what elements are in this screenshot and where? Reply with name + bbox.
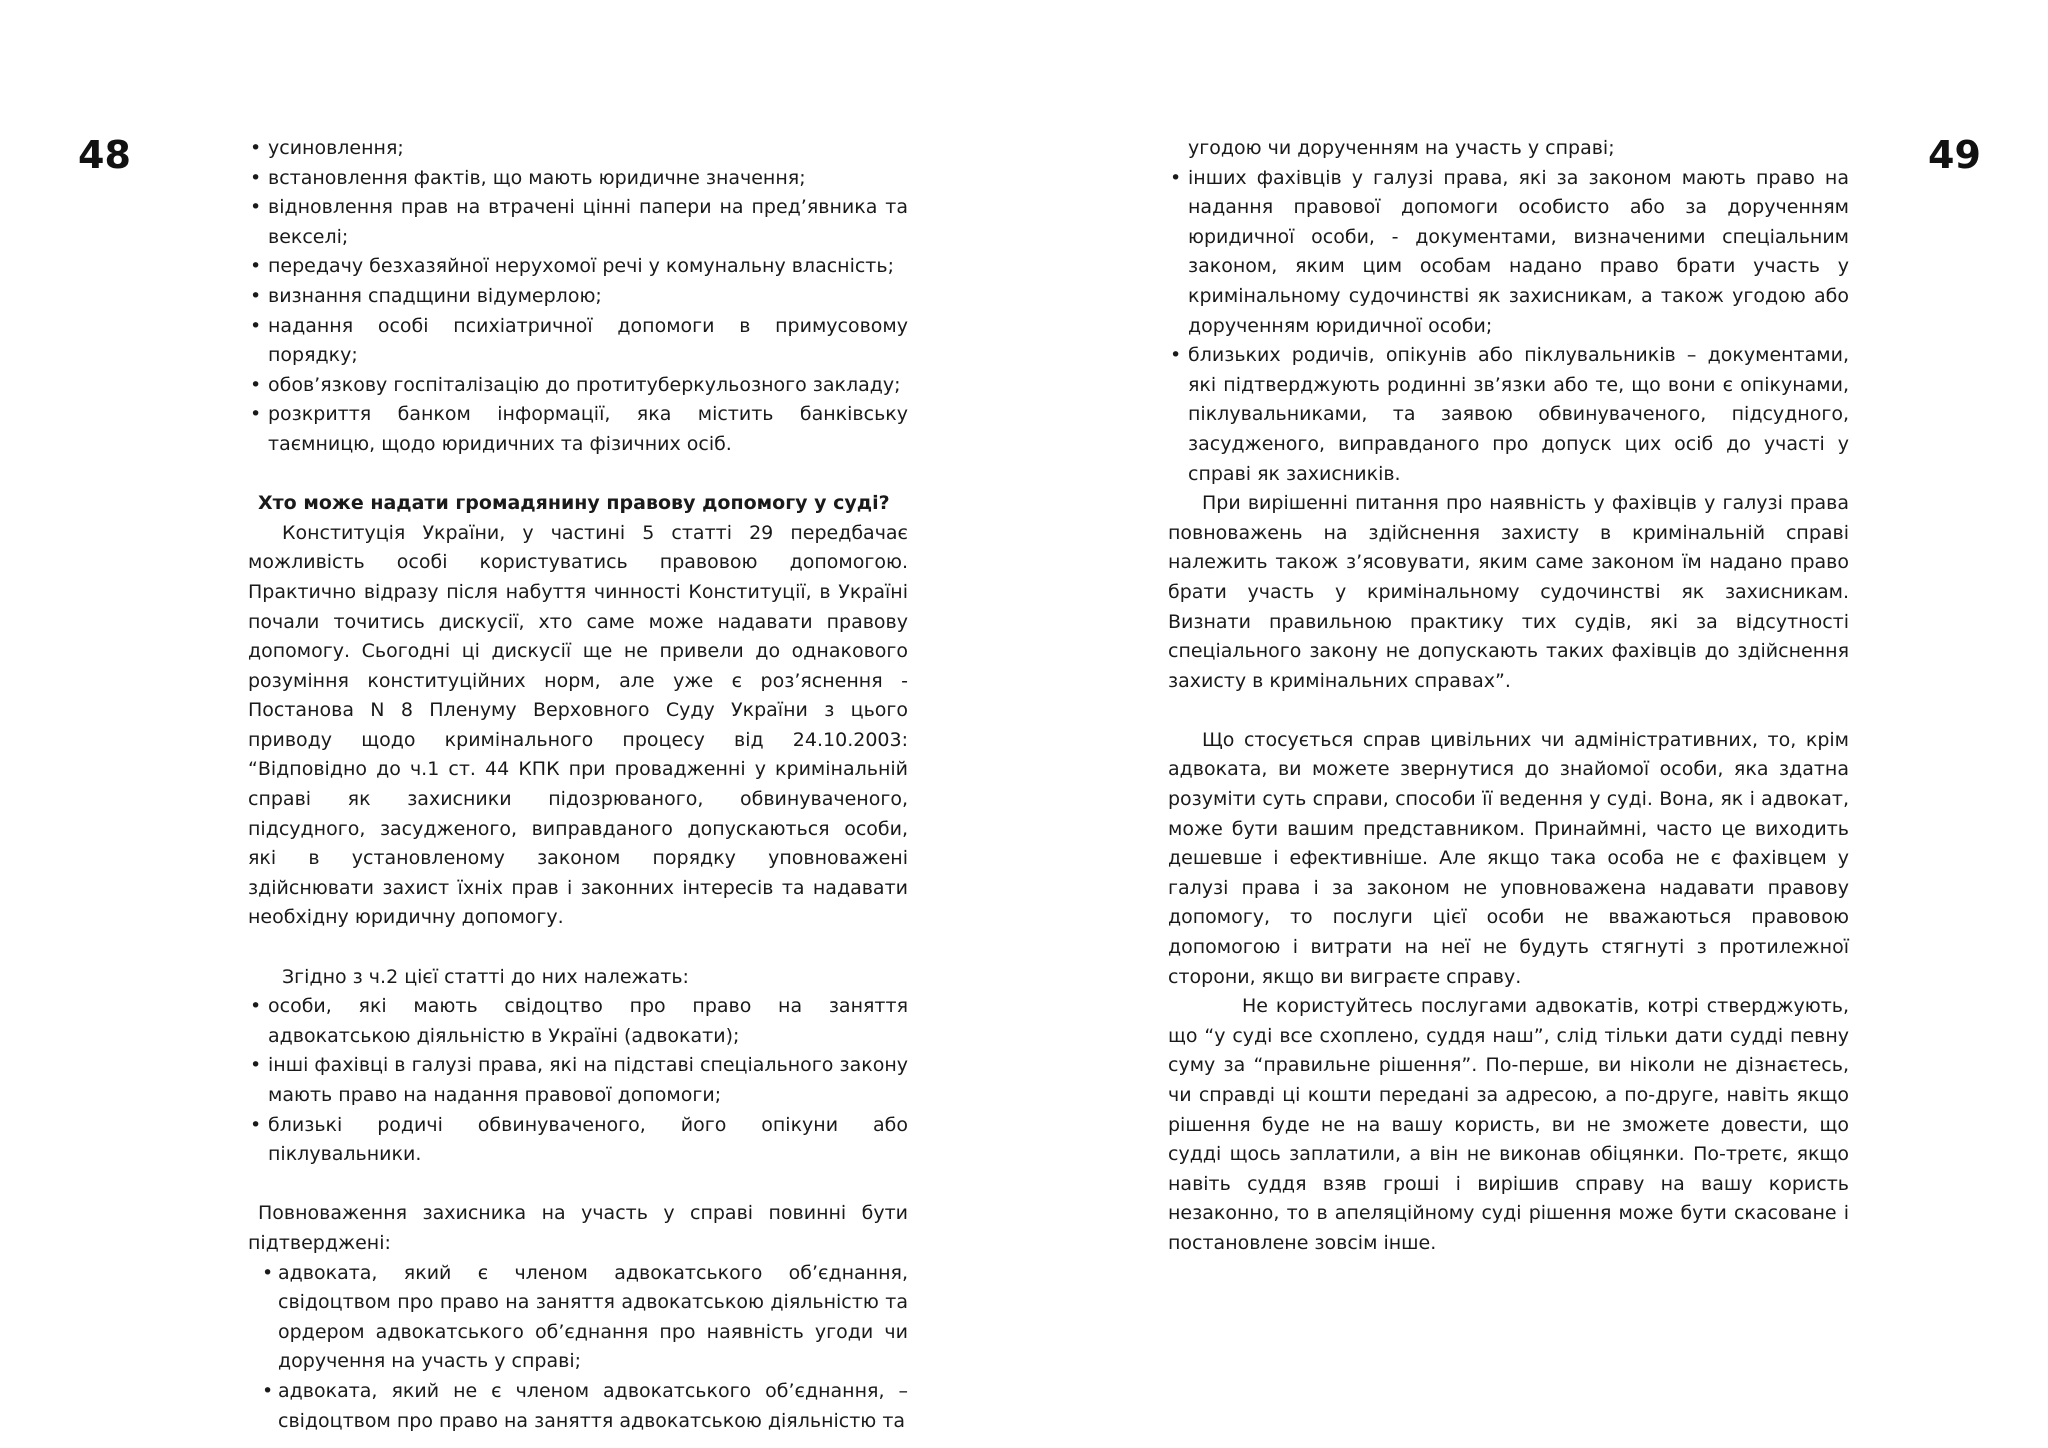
page-number-right: 49	[1928, 133, 1981, 177]
list-item: • розкриття банком інформації, яка містить банківську таємницю, щодо юридичних та фізичних осіб.	[248, 400, 908, 459]
list-item: • інші фахівці в галузі права, які на підставі спеціального закону мають право на надання правової допомоги;	[248, 1051, 908, 1110]
list-powers	[248, 1259, 908, 1437]
list-item: • близьких родичів, опікунів або піклувальників – документами, які підтверджують родинні зв’язки або те, що вони є опікунами, піклувальниками, та заявою обвинуваченого, підсудного, засудженого, виправданого про допуск цих осіб до участі у справі як захисників.	[1168, 341, 1849, 489]
paragraph-resolution: При вирішенні питання про наявність у фахівців у галузі права повноважень на здійснення захисту в кримінальній справі належить також з’ясовувати, яким саме законом їм надано право брати участь у кримінальному судочинстві як захисникам. Визнати правильною практику тих судів, які за відсутності спеціального закону не допускають таких фахівців до здійснення захисту в кримінальних справах”.	[1168, 492, 1849, 692]
list-item: • інших фахівців у галузі права, які за законом мають право на надання правової допомоги особисто або за дорученням юридичної особи, - документами, визначеними спеціальним законом, яким цим особам надано право брати участь у кримінальному судочинстві як захисникам, а також угодою або дорученням юридичної особи;	[1168, 164, 1849, 342]
spacer	[248, 1170, 908, 1200]
list-powers-continued	[1168, 164, 1849, 490]
list-item: • особи, які мають свідоцтво про право на заняття адвокатською діяльністю в Україні (адвокати);	[248, 992, 908, 1051]
list-defenders	[248, 992, 908, 1170]
list-item: • обов’язкову госпіталізацію до протитуберкульозного закладу;	[248, 371, 908, 401]
spacer	[248, 460, 908, 490]
left-page-column	[248, 134, 908, 1436]
list-item: • близькі родичі обвинуваченого, його опікуни або піклувальники.	[248, 1111, 908, 1170]
section-heading: Хто може надати громадянину правову допомогу у суді?	[258, 492, 890, 515]
spacer	[1168, 696, 1849, 726]
list-continuation: угодою чи дорученням на участь у справі;	[1188, 137, 1615, 159]
list-court-cases	[248, 134, 908, 460]
spacer	[248, 933, 908, 963]
list-item: • усиновлення;	[248, 134, 908, 164]
paragraph-constitution: Конституція України, у частині 5 статті 29 передбачає можливість особі користуватись правовою допомогою. Практично відразу після набуття чинності Конституції, в Україні почали точитись дискусії, хто саме може надавати правову допомогу. Сьогодні ці дискусії ще не привели до однакового розуміння конституційних норм, але уже є роз’яснення - Постанова N 8 Пленуму Верховного Суду України з цього приводу щодо кримінального процесу від 24.10.2003: “Відповідно до ч.1 ст. 44 КПК при провадженні у кримінальній справі як захисники підозрюваного, обвинуваченого, підсудного, засудженого, виправданого допускаються особи, які в установленому законом порядку уповноважені здійснювати захист їхніх прав і законних інтересів та надавати необхідну юридичну допомогу.	[248, 521, 908, 929]
paragraph-warning: Не користуйтесь послугами адвокатів, котрі стверджують, що “у суді все схоплено, суддя наш”, слід тільки дати судді певну суму за “правильне рішення”. По-перше, ви ніколи не дізнаєтесь, чи справді ці кошти передані за адресою, а по-друге, навіть якщо рішення буде не на вашу користь, ви не зможете довести, що судді щось заплатили, а він не виконав обіцянки. По-третє, якщо навіть суддя взяв гроші і вирішив справу на вашу користь незаконно, то в апеляційному суді рішення може бути скасоване і постановлене зовсім інше.	[1168, 995, 1849, 1254]
paragraph-according: Згідно з ч.2 цієї статті до них належать:	[282, 965, 689, 988]
list-item: • адвоката, який не є членом адвокатського об’єднання, – свідоцтвом про право на заняття адвокатською діяльністю та	[248, 1377, 908, 1436]
paragraph-powers: Повноваження захисника на участь у справі повинні бути підтверджені:	[248, 1202, 908, 1254]
list-item: • адвоката, який є членом адвокатського об’єднання, свідоцтвом про право на заняття адвокатською діяльністю та ордером адвокатського об’єднання про наявність угоди чи доручення на участь у справі;	[248, 1259, 908, 1377]
list-item: • передачу безхазяйної нерухомої речі у комунальну власність;	[248, 252, 908, 282]
page-number-left: 48	[78, 133, 131, 177]
list-item: • встановлення фактів, що мають юридичне значення;	[248, 164, 908, 194]
list-item: • відновлення прав на втрачені цінні папери на пред’явника та векселі;	[248, 193, 908, 252]
right-page-column	[1168, 134, 1849, 1259]
list-item: • надання особі психіатричної допомоги в примусовому порядку;	[248, 312, 908, 371]
list-item: • визнання спадщини відумерлою;	[248, 282, 908, 312]
paragraph-civil: Що стосується справ цивільних чи адміністративних, то, крім адвоката, ви можете звернутися до знайомої особи, яка здатна розуміти суть справи, способи її ведення у суді. Вона, як і адвокат, може бути вашим представником. Принаймні, часто це виходить дешевше і ефективніше. Але якщо така особа не є фахівцем у галузі права і за законом не уповноважена надавати правову допомогу, то послуги цієї особи не вважаються правовою допомогою і витрати на неї не будуть стягнуті з протилежної сторони, якщо ви виграєте справу.	[1168, 728, 1849, 988]
